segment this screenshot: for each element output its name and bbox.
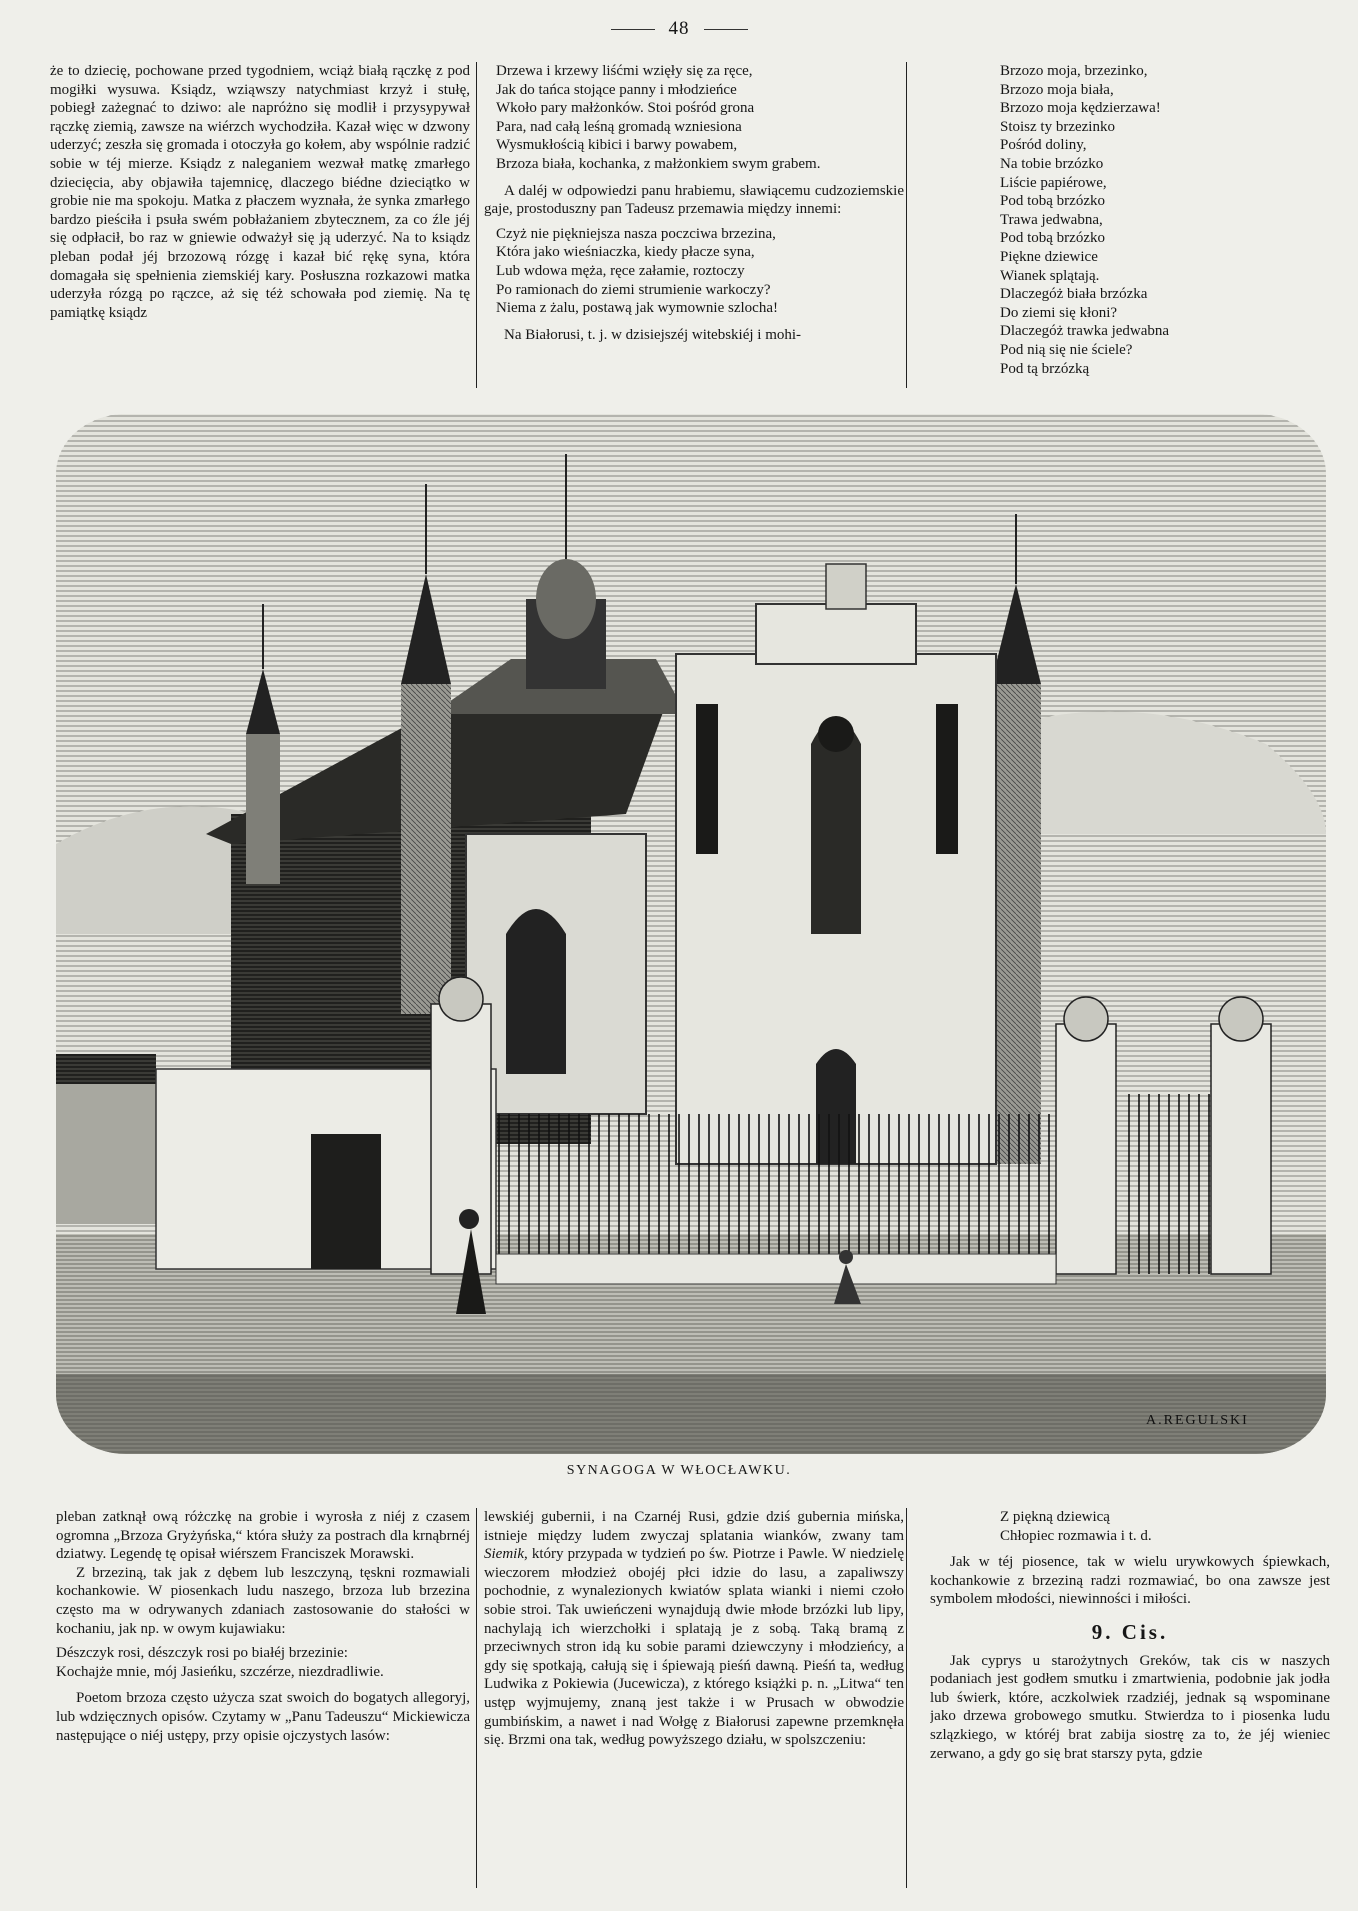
column-rule [906,62,907,388]
verse-line: Brzozo moja, brzezinko, [1000,63,1148,79]
verse-line: Kochajże mnie, mój Jasieńku, szczérze, niezdradliwie. [56,1663,384,1680]
page-number: 48 [0,18,1358,40]
verse-line: Po ramionach do ziemi strumienie warkoczy? [496,281,771,298]
verse-line: Piękne dziewice [1000,248,1098,265]
paragraph: Jak w téj piosence, tak w wielu urywkowych śpiewkach, kochankowie z brzeziną radzi rozmawiać, bo ona zawsze jest symbolem młodości, niewinności i miłości. [930,1554,1330,1608]
paragraph: A daléj w odpowiedzi panu hrabiemu, sławiącemu cudzoziemskie gaje, prostoduszny pan Tadeusz przemawia między innemi: [484,182,904,218]
bottom-column-1 [56,1508,470,1888]
verse-line: Stoisz ty brzezinko [1000,118,1115,135]
text-run: lewskiéj gubernii, i na Czarnéj Rusi, gdzie dziś gubernia mińska, istnieje między ludem zwyczaj splatania wianków, zwany tam [484,1509,904,1544]
verse-line: Para, nad całą leśną gromadą wzniesiona [496,118,742,135]
verse-line: Trawa jedwabna, [1000,211,1103,228]
verse-line: Pod nią się nie ściele? [1000,341,1133,358]
verse-line: Brzozo moja biała, [1000,81,1114,98]
paragraph: Poetom brzoza często użycza szat swoich do bogatych allegoryj, lub wdzięcznych opisów. Czytamy w „Panu Tadeuszu“ Mickiewicza następujące o niéj ustępy, przy opisie ojczystych lasów: [56,1690,470,1744]
verse-line: Brzozo moja kędzierzawa! [1000,100,1161,117]
verse-line: Wkoło pary małżonków. Stoi pośród grona [496,100,755,117]
verse-line: Czyż nie piękniejsza nasza poczciwa brzezina, [496,225,776,242]
folk-song-end [1000,1508,1330,1545]
verse-line: Pośród doliny, [1000,137,1087,154]
paragraph: pleban zatknął ową różczkę na grobie i wyrosła z niéj z czasem ogromna „Brzoza Gryżyńska,“ która służy za postrach dla krnąbrnéj dziatwy. Legendę tę opisał wiérszem Franciszek Morawski. [56,1509,470,1563]
paragraph: Na Białorusi, t. j. w dzisiejszéj witebskiéj i mohi- [504,326,802,343]
verse-line: Dlaczegóż biała brzózka [1000,286,1148,303]
top-column-2 [484,62,904,388]
verse-line: Chłopiec rozmawia i t. d. [1000,1527,1152,1544]
verse-line: Pod tą brzózką [1000,360,1090,377]
emphasized-term: Siemik [484,1546,524,1563]
verse-line: Z piękną dziewicą [1000,1509,1110,1525]
synagogue-engraving [56,414,1326,1454]
top-column-3 [1000,62,1300,388]
illustration-caption: SYNAGOGA W WŁOCŁAWKU. [566,1463,792,1478]
paragraph: że to dziecię, pochowane przed tygodniem, wciąż białą rączkę z pod mogiłki wysuwa. Ksiądz, wziąwszy natychmiast krzyż i stułę, pobiegł zażegnać to dziwo: ale napróżno się modlił i przysypywał rączkę ziemią, zawsze na wiérzch wychodziła. Kazał więc w dzwony uderzyć; zeszła się gromada i otoczyła go kołem, aby wspólnie radzić sobie w téj mierze. Ksiądz z naleganiem wezwał matkę zmarłego dziecięcia, aby objawiła tajemnicę, dlaczego biédne dzieciątko w grobie nie ma spokoju. Matka z płaczem wyznała, że synka zmarłego bardzo pieściła i psuła swém pobłażaniem zbytecznem, za co źle jéj się odpłacił, bo raz w gniewie odważył się ją uderzyć. Na to ksiądz pleban podał jéj brzozową rózgę i kazał bić rękę syna, która domagała się spełnienia ziemskiéj kary. Posłuszna rozkazowi matka uderzyła rózgą po rączce, aż się téż schowała pod ziemię. Na tę pamiątkę ksiądz [50,63,470,321]
section-heading: 9. Cis. [1091,1619,1169,1644]
folk-song [1000,62,1300,378]
verse-line: Jak do tańca stojące panny i młodzieńce [496,81,737,98]
bottom-column-2 [484,1508,904,1888]
poem-excerpt [496,225,904,318]
paragraph [484,1508,904,1750]
engraver-signature: A.REGULSKI [1146,1413,1249,1428]
column-rule [476,1508,477,1888]
verse-line: Dlaczegóż trawka jedwabna [1000,323,1170,340]
verse-line: Dészczyk rosi, dészczyk rosi po białéj brzezinie: [56,1645,348,1662]
top-column-1 [50,62,470,388]
bottom-column-3 [930,1508,1330,1888]
verse-line: Na tobie brzózko [1000,155,1104,172]
engraving-image [56,414,1326,1454]
text-run: , który przypada w tydzień po św. Piotrze i Pawle. W niedzielę wieczorem młodzież obojéj płci idzie do lasu, a zapaliwszy pochodnie, z wynalezionych kwiatów splata wianki i niemi czoło sobie stroi. Tak uwieńczeni wynajdują dwie młode brzózki lub lipy, nachylają ich wierzchołki i splatają je z sobą. Taką bramą z przeciwnych stron idą ku sobie parami dziewczyny i młodzieńcy, a gdy się spotkają, całują się i śpiewają pieśń dawną. Pieśń ta, według Ludwika z Pokiewia (Jucewicza), z którego książki p. n. „Litwa“ ten ustęp wyjmujemy, znaną jest także i w Prusach w obwodzie gumbińskim, a nawet i nad Wołgę z Białorusi zapewne przemknęła się. Brzmi ona tak, według powyższego działu, w spolszczeniu: [484,1546,904,1749]
paragraph: Jak cyprys u starożytnych Greków, tak cis w naszych podaniach jest godłem smutku i zmartwienia, podobnie jak jodła lub świerk, które, aczkolwiek rzadziéj, jednak są wspominane jako drzewa grobowego smutku. Stwierdza to i piosenka ludu szlązkiego, w któréj brat zabija siostrę za to, że jéj wieniec zerwano, a gdy go się brat starszy pyta, gdzie [930,1652,1330,1762]
verse-line: Wianek splątają. [1000,267,1100,284]
verse-line: Liście papiérowe, [1000,174,1107,191]
verse-line: Brzoza biała, kochanka, z małżonkiem swym grabem. [496,155,821,172]
verse-line: Pod tobą brzózko [1000,230,1105,247]
verse-line: Wysmukłością kibici i barwy powabem, [496,137,738,154]
column-rule [476,62,477,388]
kujawiak-verse [56,1644,470,1681]
verse-line: Która jako wieśniaczka, kiedy płacze syna, [496,244,755,261]
verse-line: Pod tobą brzózko [1000,193,1105,210]
verse-line: Lub wdowa męża, ręce załamie, roztoczy [496,262,745,279]
verse-line: Drzewa i krzewy liśćmi wzięły się za ręce, [496,63,753,79]
verse-line: Niema z żalu, postawą jak wymownie szlocha! [496,300,778,317]
poem-excerpt [496,62,904,174]
verse-line: Do ziemi się kłoni? [1000,304,1118,321]
paragraph: Z brzeziną, tak jak z dębem lub leszczyną, tęskni rozmawiali kochankowie. W piosenkach ludu naszego, brzoza lub brzezina często ma w odrywanych zdaniach zastosowanie do stałości w kochaniu, jak np. w owym kujawiaku: [56,1564,470,1637]
column-rule [906,1508,907,1888]
